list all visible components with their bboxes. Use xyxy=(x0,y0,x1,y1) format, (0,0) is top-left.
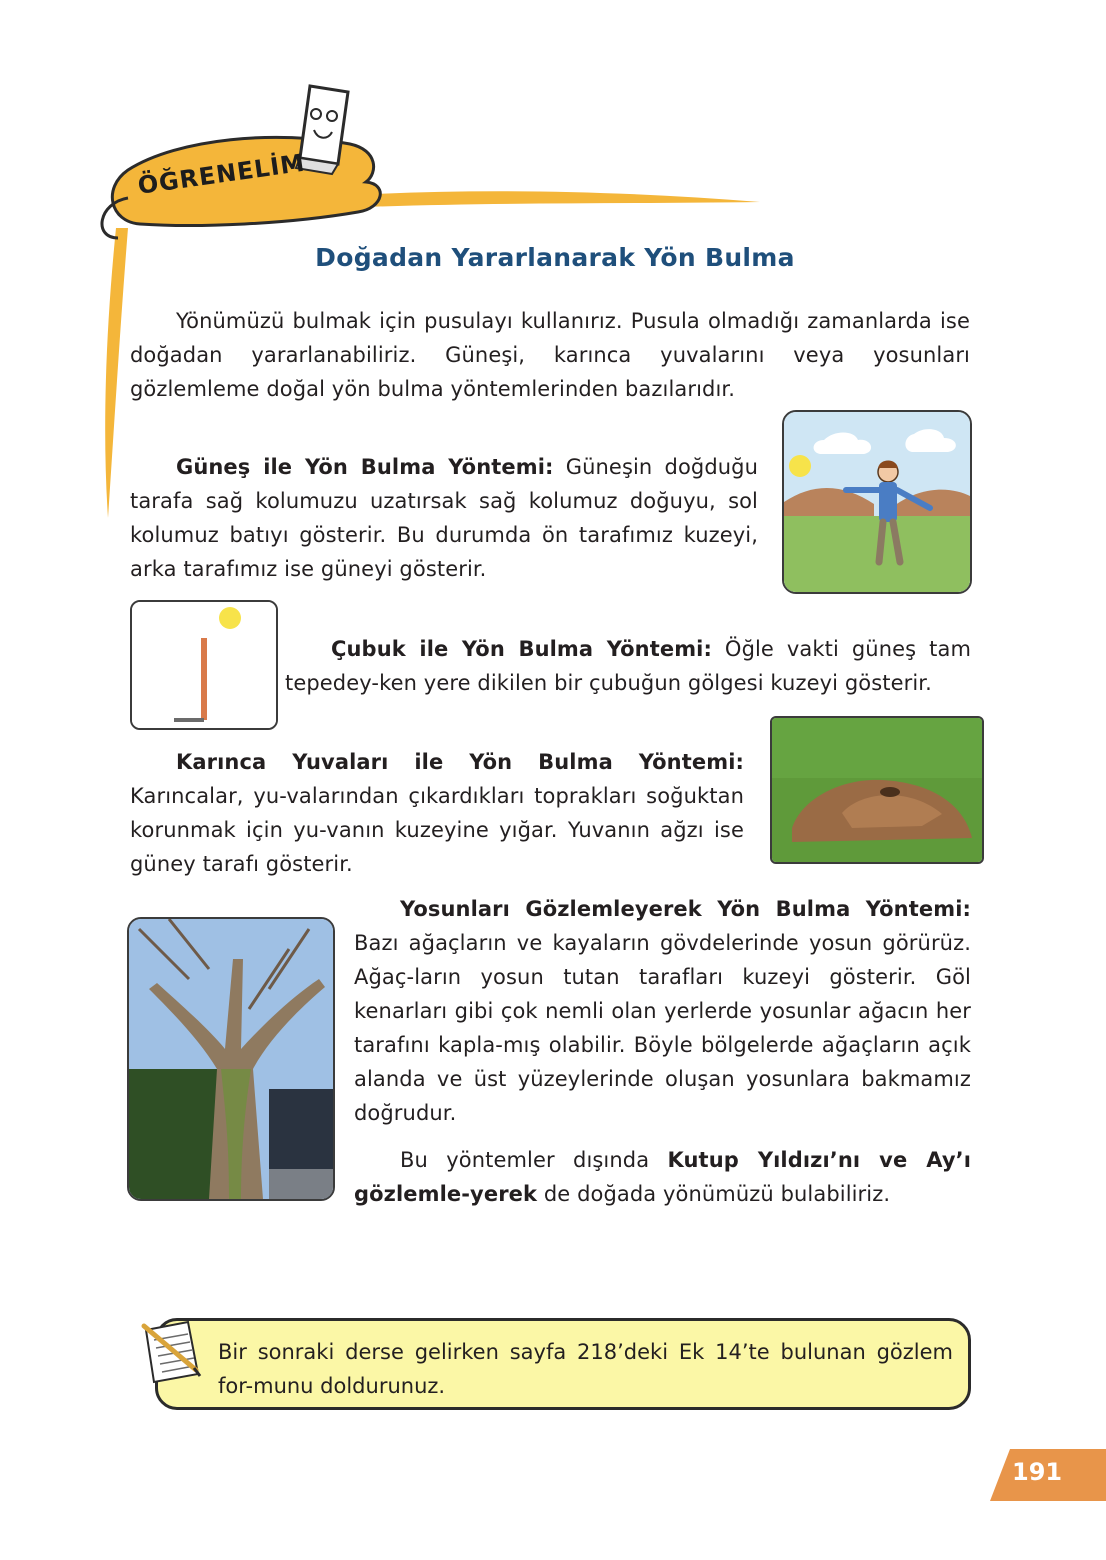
other-methods-paragraph xyxy=(354,1143,971,1211)
intro-paragraph: Yönümüzü bulmak için pusulayı kullanırız. Pusula olmadığı zamanlarda ise doğadan yararlanabiliriz. Güneşi, karınca yuvalarını veya yosunları gözlemleme doğal yön bulma yöntemlerinden bazılarıdır. xyxy=(130,309,970,401)
gunes-text: Güneşin doğduğu tarafa sağ kolumuzu uzatırsak sağ kolumuz doğuyu, sol kolumuz batıyı gösterir. Bu durumda ön tarafımız kuzeyi, arka tarafımız ise güneyi gösterir. xyxy=(130,455,759,581)
yosun-text: Bazı ağaçların ve kayaların gövdelerinde yosun görürüz. Ağaç-ların yosun tutan tarafları kuzeyi gösterir. Göl kenarları gibi çok nemli olan yerlerde yosunlar ağacın her tarafını kapla-mış olabilir. Böyle bölgelerde ağaçların açık alanda ve üst yüzeylerinde oluşan yosunlara bakmamız doğrudur. xyxy=(354,931,971,1125)
karinca-paragraph xyxy=(130,745,744,881)
stick-shadow-illustration xyxy=(130,600,278,730)
other-text-after: de doğada yönümüzü bulabiliriz. xyxy=(537,1182,891,1206)
gunes-heading: Güneş ile Yön Bulma Yöntemi: xyxy=(176,455,554,479)
cubuk-text: Öğle vakti güneş tam tepedey-ken yere dikilen bir çubuğun gölgesi kuzeyi gösterir. xyxy=(285,637,971,695)
page-number-tab xyxy=(990,1449,1106,1501)
cubuk-paragraph xyxy=(285,632,971,700)
yosun-paragraph xyxy=(354,892,971,1130)
yosun-heading: Yosunları Gözlemleyerek Yön Bulma Yöntemi: xyxy=(400,897,971,921)
other-text-before: Bu yöntemler dışında xyxy=(400,1148,668,1172)
boy-arms-outstretched-illustration xyxy=(782,410,972,594)
cubuk-heading: Çubuk ile Yön Bulma Yöntemi: xyxy=(331,637,712,661)
other-text-bold: Kutup Yıldızı’nı ve Ay’ı gözlemle-yerek xyxy=(354,1148,972,1206)
karinca-text: Karıncalar, yu-valarından çıkardıkları toprakları soğuktan korunmak için yu-vanın kuzeyine yığar. Yuvanın ağzı ise güney tarafı gösterir. xyxy=(130,784,744,876)
page-number: 191 xyxy=(1012,1458,1063,1486)
gunes-paragraph xyxy=(130,450,758,586)
homework-note-text: Bir sonraki derse gelirken sayfa 218’deki Ek 14’te bulunan gözlem for-munu doldurunuz. xyxy=(218,1340,953,1398)
notepad-pencil-icon xyxy=(138,1318,208,1388)
karinca-heading: Karınca Yuvaları ile Yön Bulma Yöntemi: xyxy=(176,750,744,774)
page-title: Doğadan Yararlanarak Yön Bulma xyxy=(315,243,795,272)
badge-label: ÖĞRENELİM xyxy=(136,148,307,200)
ant-nest-photo xyxy=(770,716,984,864)
mossy-tree-photo xyxy=(127,917,335,1201)
